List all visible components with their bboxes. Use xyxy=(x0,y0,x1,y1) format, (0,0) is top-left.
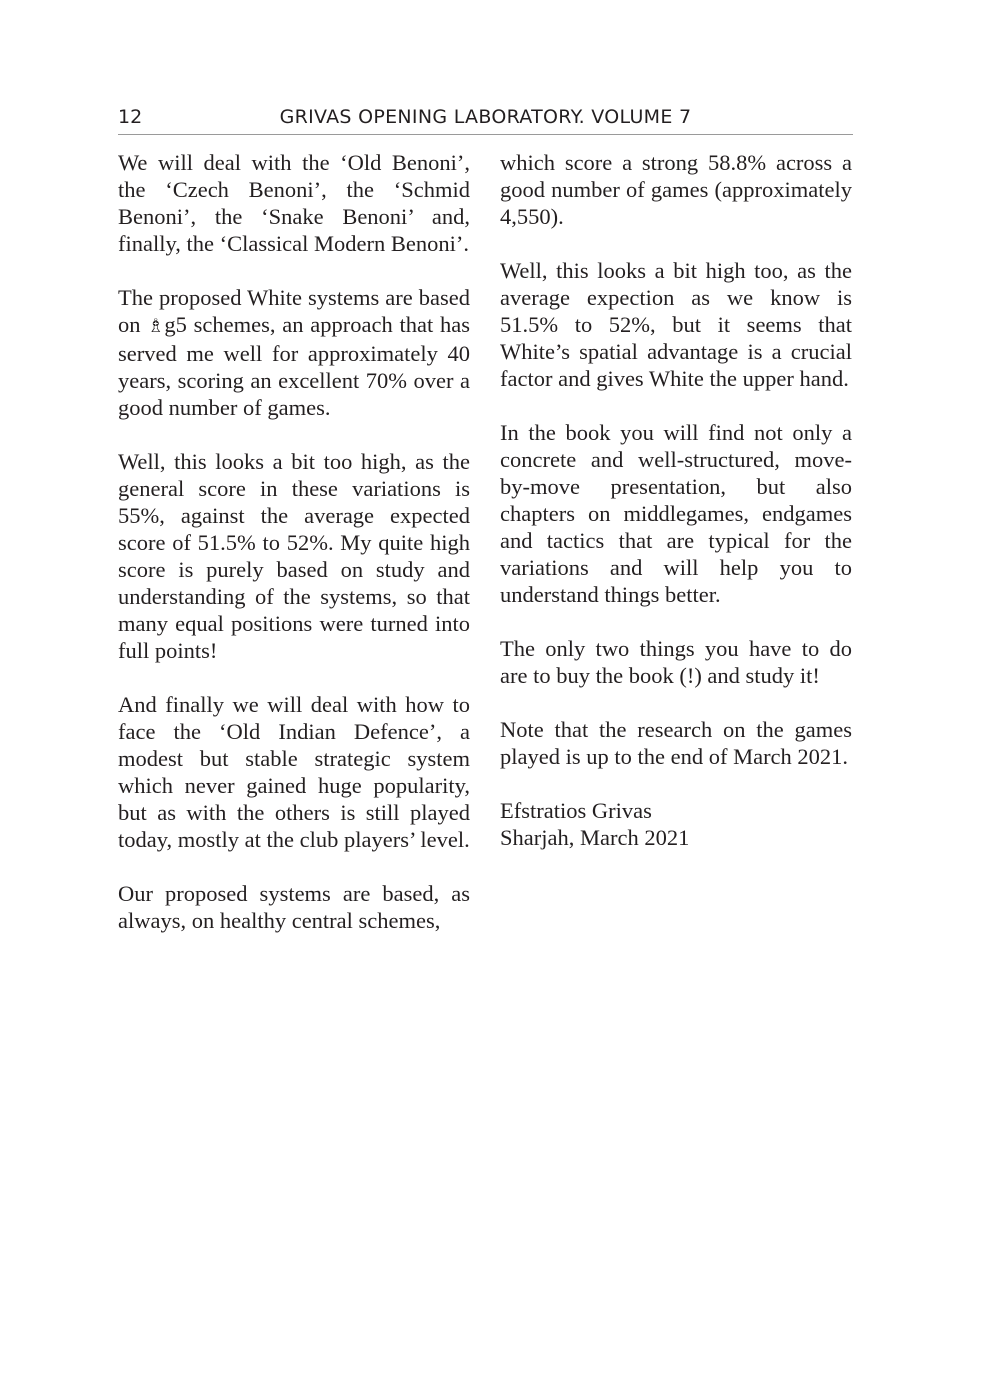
paragraph-research-note: Note that the research on the games played is up to the end of March 2021. xyxy=(500,717,852,769)
paragraph-proposed-systems: Our proposed systems are based, as always, on healthy central schemes, xyxy=(118,881,470,933)
paragraph-score-strong: which score a strong 58.8% across a good number of games (approximately 4,550). xyxy=(500,150,852,229)
paragraph-benoni-list: We will deal with the ‘Old Benoni’, the ‘Czech Benoni’, the ‘Schmid Benoni’, the ‘Snake Benoni’ and, finally, the ‘Classical Modern Benoni’. xyxy=(118,150,470,256)
paragraph-score-high: Well, this looks a bit too high, as the general score in these variations is 55%, against the average expected score of 51.5% to 52%. My quite high score is purely based on study and understanding of the systems, so that many equal positions were turned into full points! xyxy=(118,449,470,663)
page-number: 12 xyxy=(118,106,143,128)
paragraph-white-systems xyxy=(118,284,470,421)
left-column xyxy=(118,149,470,934)
paragraph-spatial-advantage: Well, this looks a bit high too, as the average expection as we know is 51.5% to 52%, but it seems that White’s spatial advantage is a crucial factor and gives White the upper hand. xyxy=(500,258,852,391)
paragraph-two-things: The only two things you have to do are to buy the book (!) and study it! xyxy=(500,636,852,688)
book-title: GRIVAS OPENING LABORATORY. VOLUME 7 xyxy=(279,106,692,128)
paragraph-old-indian: And finally we will deal with how to face the ‘Old Indian Defence’, a modest but stable strategic system which never gained huge popularity, but as with the others is still played today, mostly at the club players’ level. xyxy=(118,692,470,852)
paragraph-book-content: In the book you will find not only a concrete and well-structured, move-by-move presentation, but also chapters on middlegames, endgames and tactics that are typical for the variations and will help you to understand things better. xyxy=(500,420,852,607)
place-date: Sharjah, March 2021 xyxy=(500,825,690,850)
bishop-icon: ♗ xyxy=(147,315,165,337)
running-head xyxy=(118,104,853,135)
paragraph-white-systems-start: The proposed White systems are based on xyxy=(118,285,470,337)
paragraph-white-systems-end: g5 schemes, an approach that has served me well for approximately 40 years, scoring an excellent 70% over a good number of games. xyxy=(118,312,470,420)
author-name: Efstratios Grivas xyxy=(500,798,652,823)
signature xyxy=(500,797,852,851)
right-column xyxy=(500,149,852,851)
